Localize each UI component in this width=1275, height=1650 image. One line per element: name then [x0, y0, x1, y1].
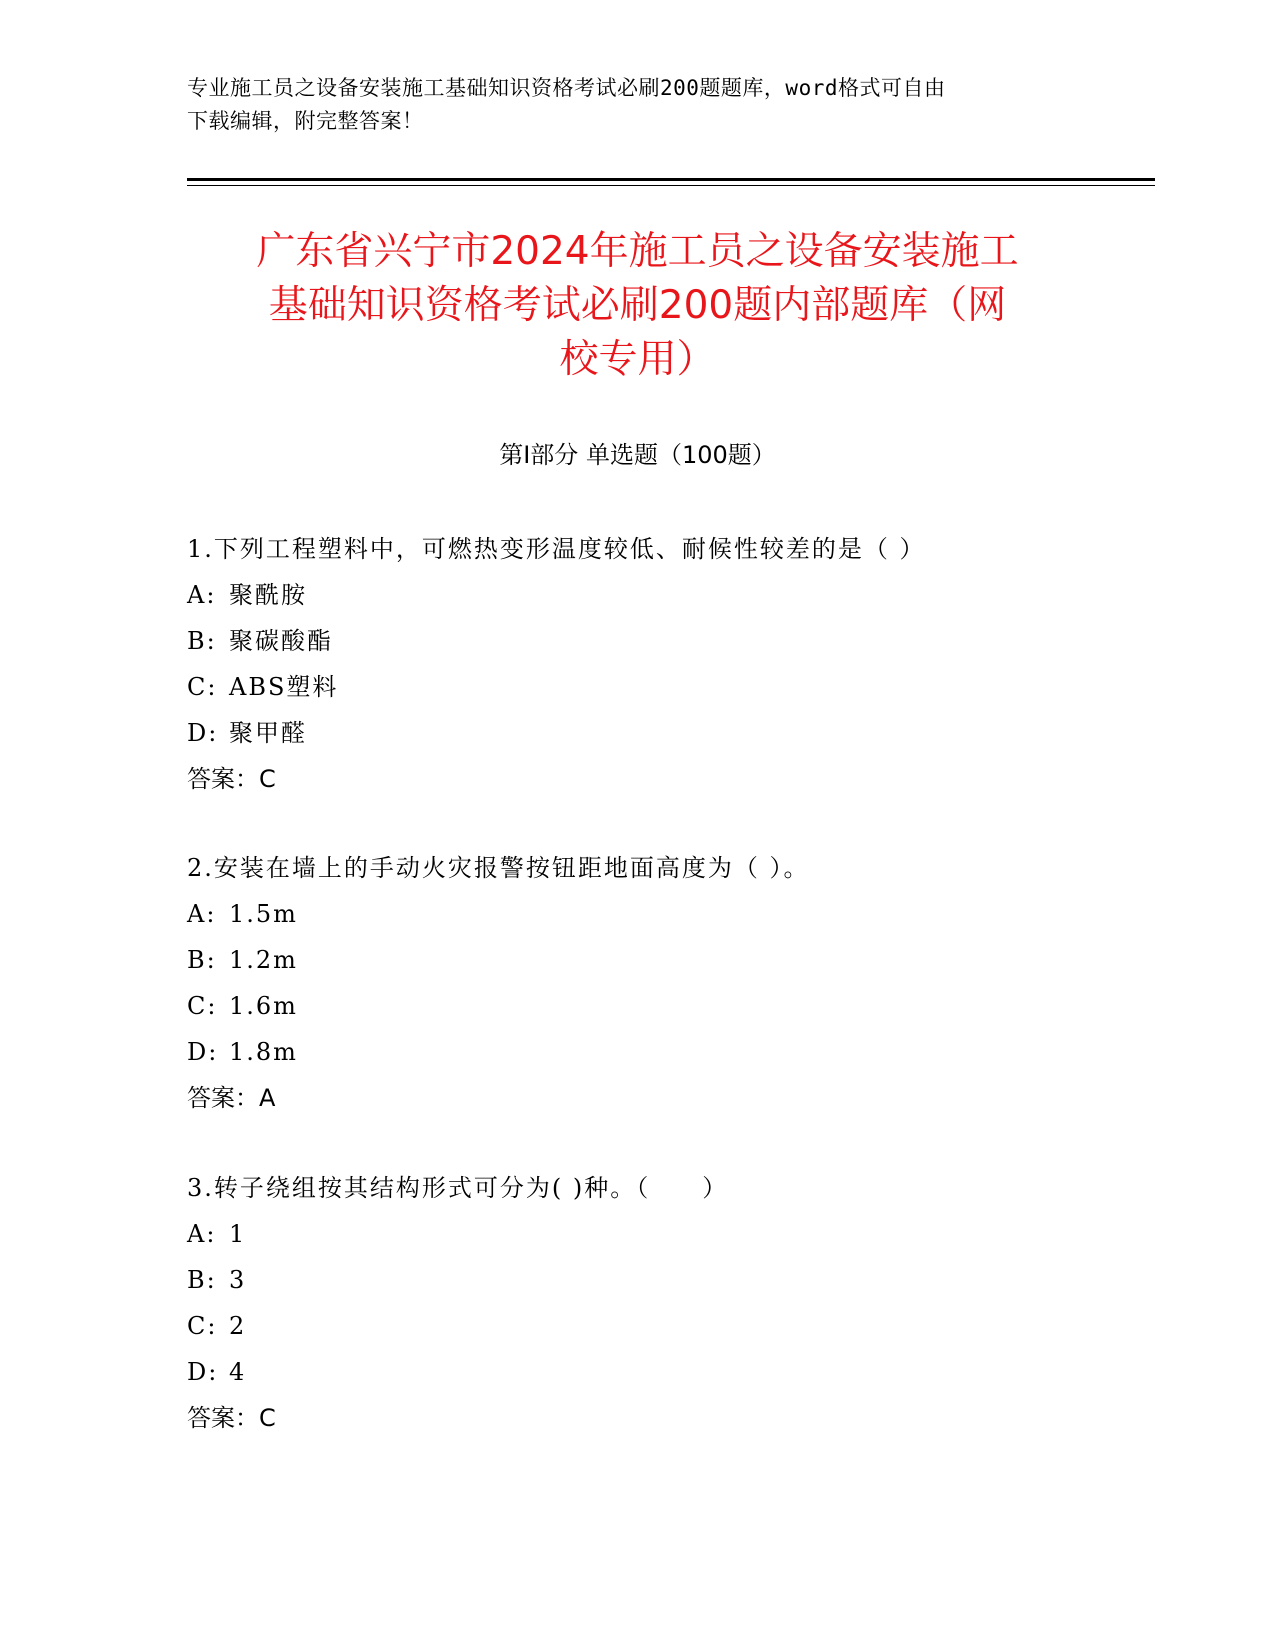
- answer: 答案：C: [187, 765, 276, 793]
- option-key: A:: [187, 900, 217, 928]
- option-key: A:: [187, 581, 217, 609]
- option-key: C:: [187, 1312, 218, 1340]
- question-stem: 2.安装在墙上的手动火灾报警按钮距地面高度为（ ）。: [187, 854, 810, 882]
- option-text: 3: [229, 1266, 247, 1294]
- option-text: 4: [229, 1358, 247, 1386]
- question-3: [187, 1165, 1107, 1441]
- option-key: B:: [187, 1266, 217, 1294]
- option-key: B:: [187, 946, 217, 974]
- option-text: ABS塑料: [229, 673, 339, 701]
- option-b: [187, 937, 1107, 983]
- option-c: [187, 983, 1107, 1029]
- option-d: [187, 1029, 1107, 1075]
- option-text: 1.5m: [229, 900, 298, 928]
- question-1: [187, 526, 1107, 802]
- option-a: [187, 572, 1107, 618]
- option-text: 1.2m: [229, 946, 298, 974]
- option-a: [187, 891, 1107, 937]
- option-key: B:: [187, 627, 217, 655]
- question-stem: 3.转子绕组按其结构形式可分为( )种。（ ）: [187, 1174, 729, 1202]
- option-text: 1.8m: [229, 1038, 298, 1066]
- header-note-line-2: 下载编辑，附完整答案！: [187, 109, 424, 133]
- option-c: [187, 664, 1107, 710]
- answer: 答案：A: [187, 1084, 276, 1112]
- header-rule-thin: [187, 185, 1155, 186]
- header-note-line-1: 专业施工员之设备安装施工基础知识资格考试必刷200题题库，word格式可自由: [187, 76, 946, 100]
- option-key: D:: [187, 1038, 219, 1066]
- option-key: D:: [187, 1358, 219, 1386]
- title-line-2: 基础知识资格考试必刷200题内部题库（网: [268, 283, 1007, 328]
- header-note: [187, 72, 1077, 138]
- option-text: 聚酰胺: [229, 581, 307, 609]
- option-text: 1: [229, 1220, 247, 1248]
- title-line-3: 校专用）: [559, 337, 716, 382]
- option-text: 聚碳酸酯: [229, 627, 333, 655]
- option-key: D:: [187, 719, 219, 747]
- question-stem: 1.下列工程塑料中，可燃热变形温度较低、耐候性较差的是（ ）: [187, 535, 926, 563]
- option-key: C:: [187, 992, 218, 1020]
- question-2: [187, 845, 1107, 1121]
- section-title: 第Ⅰ部分 单选题（100题）: [499, 441, 776, 469]
- option-key: C:: [187, 673, 218, 701]
- option-c: [187, 1303, 1107, 1349]
- header-rule-thick: [187, 178, 1155, 181]
- document-title: [150, 225, 1125, 387]
- answer: 答案：C: [187, 1404, 276, 1432]
- option-b: [187, 618, 1107, 664]
- option-text: 2: [229, 1312, 247, 1340]
- option-a: [187, 1211, 1107, 1257]
- option-d: [187, 710, 1107, 756]
- option-text: 1.6m: [229, 992, 298, 1020]
- title-line-1: 广东省兴宁市2024年施工员之设备安装施工: [256, 229, 1019, 274]
- option-text: 聚甲醛: [229, 719, 307, 747]
- option-b: [187, 1257, 1107, 1303]
- option-d: [187, 1349, 1107, 1395]
- option-key: A:: [187, 1220, 217, 1248]
